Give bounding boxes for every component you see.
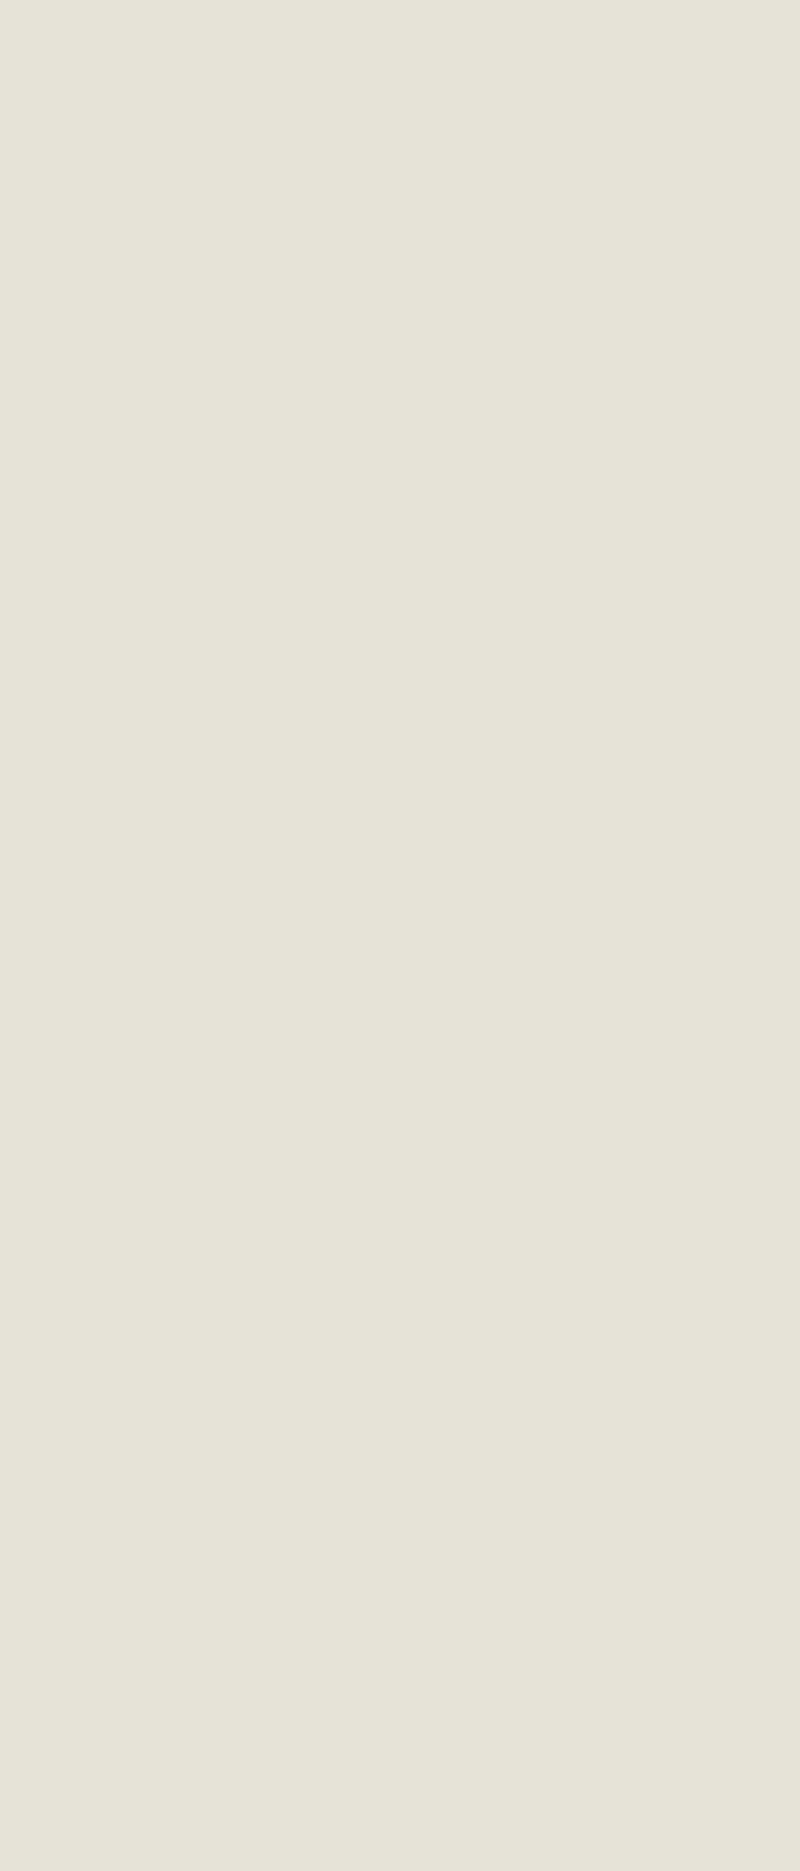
header-no (0, 0, 33, 26)
header-original-address (303, 0, 557, 26)
header-current-address (558, 0, 800, 26)
header-name (34, 0, 302, 26)
